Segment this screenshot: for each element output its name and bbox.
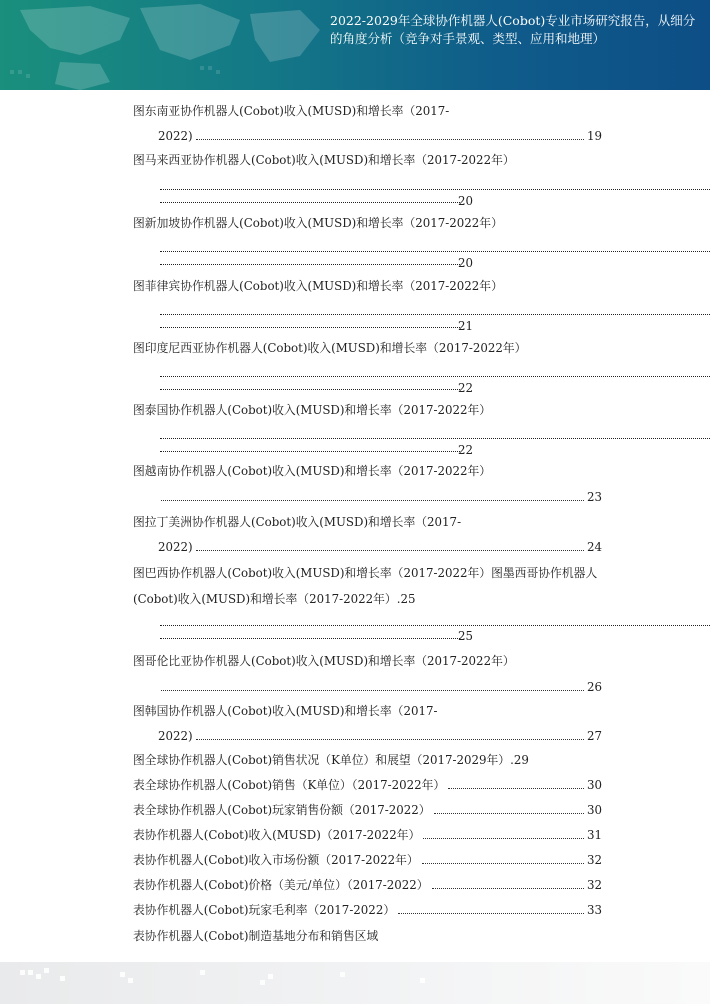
report-title: 2022-2029年全球协作机器人(Cobot)专业市场研究报告，从细分的角度分析（竞争对手景观、类型、应用和地理） xyxy=(330,13,696,46)
toc-entry-13-title: 表全球协作机器人(Cobot)玩家销售份额（2017-2022） xyxy=(133,803,431,817)
footer-map-graphic xyxy=(0,962,710,1004)
toc-entry-5-title[interactable]: 图泰国协作机器人(Cobot)收入(MUSD)和增长率（2017-2022年） xyxy=(133,403,492,417)
dot-leader xyxy=(448,787,584,789)
toc-entry-9-page: 26 xyxy=(586,680,602,694)
toc-entry-4-page: 22 xyxy=(458,381,474,395)
toc-entry-15-title: 表协作机器人(Cobot)收入市场份额（2017-2022年） xyxy=(133,853,419,867)
toc-entry-6-leader xyxy=(158,489,602,505)
toc-entry-0-line2: 2022) xyxy=(158,129,193,143)
dot-leader xyxy=(432,887,584,889)
toc-entry-16[interactable] xyxy=(133,877,602,893)
toc-entry-6-page: 23 xyxy=(586,490,602,504)
toc-entry-10-line1: 图韩国协作机器人(Cobot)收入(MUSD)和增长率（2017- xyxy=(133,704,438,718)
toc-entry-17-title: 表协作机器人(Cobot)玩家毛利率（2017-2022） xyxy=(133,903,396,917)
dot-leader xyxy=(160,451,460,452)
toc-entry-0-page: 19 xyxy=(586,129,602,143)
toc-entry-4-title[interactable]: 图印度尼西亚协作机器人(Cobot)收入(MUSD)和增长率（2017-2022年） xyxy=(133,341,527,355)
dot-leader xyxy=(423,837,584,839)
dot-leader xyxy=(434,812,584,814)
toc-entry-10[interactable] xyxy=(158,728,602,744)
world-map-footer-graphic xyxy=(0,962,710,1004)
toc-entry-17-page: 33 xyxy=(586,903,602,917)
toc-entry-11-title[interactable]: 图全球协作机器人(Cobot)销售状况（K单位）和展望（2017-2029年）.29 xyxy=(133,753,529,767)
toc-entry-6-title[interactable]: 图越南协作机器人(Cobot)收入(MUSD)和增长率（2017-2022年） xyxy=(133,464,492,478)
toc-entry-0[interactable] xyxy=(158,128,602,144)
toc-entry-10-page: 27 xyxy=(586,729,602,743)
toc-entry-7-page: 24 xyxy=(586,540,602,554)
toc-entry-17[interactable] xyxy=(133,902,602,918)
toc-entry-2-page: 20 xyxy=(458,256,474,270)
toc-entry-8-page: 25 xyxy=(458,629,474,643)
toc-entry-8-line1[interactable]: 图巴西协作机器人(Cobot)收入(MUSD)和增长率（2017-2022年）图墨西哥协作机器人 xyxy=(133,566,598,580)
header-banner xyxy=(0,0,710,90)
dot-leader xyxy=(160,264,460,265)
toc-entry-10-line2: 2022) xyxy=(158,729,193,743)
dot-leader xyxy=(160,389,460,390)
toc-entry-3-page: 21 xyxy=(458,319,474,333)
toc-entry-13[interactable] xyxy=(133,802,602,818)
toc-entry-1-title[interactable]: 图马来西亚协作机器人(Cobot)收入(MUSD)和增长率（2017-2022年） xyxy=(133,153,515,167)
toc-entry-12-title: 表全球协作机器人(Cobot)销售（K单位）（2017-2022年） xyxy=(133,778,446,792)
toc-entry-16-page: 32 xyxy=(586,878,602,892)
toc-entry-7-line2: 2022) xyxy=(158,540,193,554)
dot-leader xyxy=(160,327,460,328)
toc-entry-3-title[interactable]: 图菲律宾协作机器人(Cobot)收入(MUSD)和增长率（2017-2022年） xyxy=(133,279,503,293)
toc-entry-14[interactable] xyxy=(133,827,602,843)
toc-entry-13-page: 30 xyxy=(586,803,602,817)
dot-leader xyxy=(160,251,710,252)
toc-entry-1-page: 20 xyxy=(458,194,474,208)
dot-leader xyxy=(196,738,584,740)
toc-entry-8-line2[interactable]: (Cobot)收入(MUSD)和增长率（2017-2022年）.25 xyxy=(133,592,416,606)
toc-entry-15-page: 32 xyxy=(586,853,602,867)
dot-leader xyxy=(160,625,710,626)
dot-leader xyxy=(160,438,710,439)
toc-entry-18-title[interactable]: 表协作机器人(Cobot)制造基地分布和销售区域 xyxy=(133,929,379,943)
toc-entry-12-page: 30 xyxy=(586,778,602,792)
toc-entry-9-title[interactable]: 图哥伦比亚协作机器人(Cobot)收入(MUSD)和增长率（2017-2022年） xyxy=(133,654,515,668)
dot-leader xyxy=(160,189,710,190)
dot-leader xyxy=(160,202,460,203)
toc-entry-2-title[interactable]: 图新加坡协作机器人(Cobot)收入(MUSD)和增长率（2017-2022年） xyxy=(133,216,503,230)
toc-entry-7[interactable] xyxy=(158,539,602,555)
dot-leader xyxy=(160,638,460,639)
toc-entry-15[interactable] xyxy=(133,852,602,868)
dot-leader xyxy=(196,549,584,551)
dot-leader xyxy=(196,138,584,140)
dot-leader xyxy=(161,689,584,691)
toc-entry-14-title: 表协作机器人(Cobot)收入(MUSD)（2017-2022年） xyxy=(133,828,421,842)
toc-entry-0-line1: 图东南亚协作机器人(Cobot)收入(MUSD)和增长率（2017- xyxy=(133,104,450,118)
toc-entry-16-title: 表协作机器人(Cobot)价格（美元/单位）（2017-2022） xyxy=(133,878,429,892)
dot-leader xyxy=(422,862,584,864)
dot-leader xyxy=(160,376,710,377)
dot-leader xyxy=(161,499,584,501)
toc-entry-9-leader xyxy=(158,679,602,695)
toc-entry-12[interactable] xyxy=(133,777,602,793)
toc-entry-5-page: 22 xyxy=(458,443,474,457)
dot-leader xyxy=(398,912,584,914)
dot-leader xyxy=(160,314,710,315)
toc-entry-7-line1: 图拉丁美洲协作机器人(Cobot)收入(MUSD)和增长率（2017- xyxy=(133,515,462,529)
toc-entry-14-page: 31 xyxy=(586,828,602,842)
